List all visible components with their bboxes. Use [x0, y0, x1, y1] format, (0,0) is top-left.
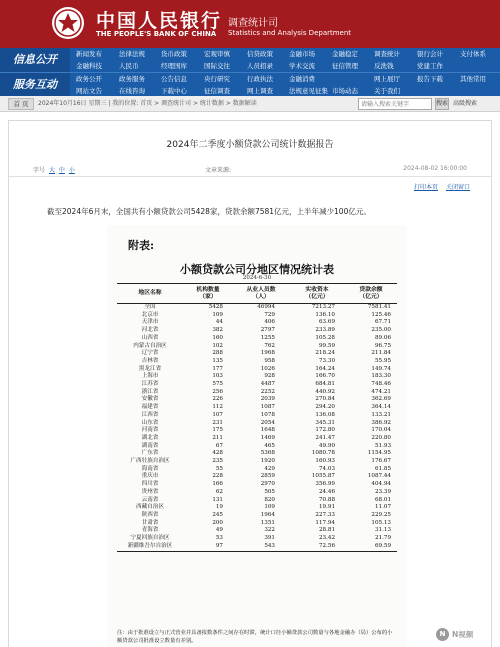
nav-item[interactable]: 经理国库 — [161, 62, 187, 70]
attachment-table-image — [107, 225, 407, 647]
table-cell: 贵州省 — [141, 488, 159, 495]
table-cell: 28.81 — [318, 527, 335, 534]
nav-line — [72, 48, 500, 60]
nav-item[interactable]: 法规意见征集 — [289, 87, 328, 95]
table-cell: 4487 — [260, 381, 275, 388]
table-cell: 70.88 — [318, 496, 335, 503]
table-cell: 云南省 — [141, 496, 159, 503]
table-cell: 广东省 — [141, 450, 159, 457]
table-cell: 7213.27 — [311, 304, 335, 310]
table-cell: 浙江省 — [141, 388, 159, 395]
table-cell: 241.47 — [315, 434, 335, 441]
nav-item[interactable]: 政务公开 — [76, 75, 102, 83]
table-cell: 北京市 — [141, 311, 159, 318]
table-cell: 177 — [212, 365, 223, 372]
table-cell: 136.08 — [315, 411, 335, 418]
table-row — [117, 473, 397, 481]
logo-title-cn[interactable]: 中国人民银行 — [96, 10, 223, 32]
nav-item[interactable]: 法律法规 — [119, 50, 145, 58]
logo-title-en: THE PEOPLE'S BANK OF CHINA — [96, 30, 217, 38]
nav-item[interactable]: 国际交往 — [204, 62, 230, 70]
table-cell: 19 — [215, 504, 223, 511]
table-cell: 135 — [212, 357, 223, 364]
font-size-small-link[interactable]: 小 — [68, 167, 75, 174]
table-row — [117, 319, 397, 327]
table-row — [117, 373, 397, 381]
attachment-label: 附表: — [128, 239, 155, 252]
table-cell: 1469 — [260, 434, 275, 441]
table-footnote: 注：由于批准设立与正式营业并具备报数条件之间存在时滞，统计口径小额贷款公司数量与各地金融办（局）公布的小额贷款公司批准设立数量有差别。 — [117, 630, 393, 644]
table-cell: 229.25 — [371, 511, 391, 518]
table-cell: 63.69 — [318, 319, 335, 326]
nav-item[interactable]: 金融科技 — [76, 62, 102, 70]
table-cell: 61.85 — [374, 465, 391, 472]
table-row — [117, 535, 397, 543]
home-button[interactable]: 首 页 — [8, 98, 34, 110]
table-cell: 107 — [212, 411, 223, 418]
table-cell: 288 — [212, 350, 223, 357]
table-cell: 24.46 — [318, 488, 335, 495]
nav-item[interactable]: 市场动态 — [332, 87, 358, 95]
main-navigation — [0, 48, 500, 96]
table-cell: 1087 — [260, 404, 275, 411]
nav-item[interactable]: 学术交流 — [289, 62, 315, 70]
table-cell: 天津市 — [141, 319, 159, 326]
table-cell: 96.75 — [374, 342, 391, 349]
nav-item[interactable]: 银行会计 — [417, 50, 443, 58]
table-cell: 55.95 — [374, 357, 391, 364]
table-row — [117, 396, 397, 404]
table-cell: 364.14 — [371, 404, 391, 411]
article-summary: 截至2024年6月末，全国共有小额贷款公司5428家，贷款余额7581亿元，上半年减少100亿元。 — [47, 207, 371, 216]
table-row — [117, 335, 397, 343]
site-header — [0, 0, 500, 48]
nav-item[interactable]: 征信管理 — [332, 62, 358, 70]
table-cell: 428 — [212, 450, 223, 457]
table-cell: 105.13 — [371, 519, 391, 526]
table-cell: 99.59 — [318, 342, 335, 349]
table-cell: 23.42 — [318, 535, 335, 542]
table-cell: 53 — [215, 535, 223, 542]
table-cell: 7581.41 — [367, 304, 391, 310]
table-cell: 2859 — [260, 473, 275, 480]
nav-item[interactable]: 人民币 — [119, 62, 139, 70]
table-row — [117, 343, 397, 351]
table-cell: 356.99 — [315, 481, 335, 488]
regional-statistics-table — [117, 283, 397, 552]
table-cell: 404.94 — [371, 481, 391, 488]
table-cell: 河北省 — [141, 327, 159, 334]
table-title: 小额贷款公司分地区情况统计表 — [180, 263, 334, 276]
nav-item[interactable]: 在线咨询 — [119, 87, 145, 95]
font-size-large-link[interactable]: 大 — [48, 167, 55, 174]
table-cell: 345.31 — [315, 419, 335, 426]
article-title: 2024年二季度小额贷款公司统计数据报告 — [166, 140, 334, 150]
table-cell: 1648 — [260, 427, 275, 434]
nav-line — [72, 73, 500, 85]
table-header-cell: 从业人员数 （人） — [233, 284, 289, 304]
table-row — [117, 443, 397, 451]
table-cell: 762 — [264, 342, 275, 349]
table-cell: 1255 — [260, 334, 275, 341]
breadcrumb[interactable]: 2024年10月16日 星期三 | 我的位置: 首页 > 调查统计司 > 统计数据 > 数据解读 — [38, 100, 257, 107]
nav-item[interactable]: 行政执法 — [247, 75, 273, 83]
table-cell: 5368 — [260, 450, 275, 457]
table-cell: 97 — [183, 543, 233, 551]
table-cell: 1964 — [260, 511, 275, 518]
table-cell: 160.93 — [315, 458, 335, 465]
table-cell: 重庆市 — [141, 473, 159, 480]
table-cell: 2054 — [260, 419, 275, 426]
nav-item[interactable]: 政务服务 — [119, 75, 145, 83]
table-cell: 386.92 — [371, 419, 391, 426]
table-body — [117, 304, 397, 552]
table-header-cell: 实收资本 （亿元） — [289, 284, 345, 304]
table-cell: 220.80 — [371, 434, 391, 441]
table-cell: 四川省 — [141, 481, 159, 488]
nav-item[interactable]: 信贷政策 — [247, 50, 273, 58]
table-cell: 684.81 — [315, 381, 335, 388]
table-date: 2024-6-30 — [242, 275, 272, 281]
table-row — [117, 427, 397, 435]
table-cell: 183.30 — [371, 373, 391, 380]
nav-item[interactable]: 金融稳定 — [332, 50, 358, 58]
table-cell: 西藏自治区 — [136, 504, 164, 511]
close-window-link[interactable]: 关闭窗口 — [446, 184, 471, 191]
table-cell: 218.24 — [315, 350, 335, 357]
table-row — [117, 412, 397, 420]
table-row — [117, 435, 397, 443]
table-cell: 江苏省 — [141, 381, 159, 388]
table-cell: 新疆维吾尔自治区 — [117, 543, 183, 551]
table-cell: 89.06 — [374, 334, 391, 341]
table-cell: 131 — [212, 496, 223, 503]
table-cell: 170.04 — [371, 427, 391, 434]
nav-grid-service — [72, 73, 500, 97]
table-row — [117, 404, 397, 412]
article-meta — [9, 165, 491, 177]
table-cell: 256 — [212, 388, 223, 395]
table-cell: 49.90 — [318, 442, 335, 449]
table-row — [117, 327, 397, 335]
table-row — [117, 512, 397, 520]
watermark-logo-icon: N — [436, 628, 449, 641]
table-cell: 820 — [264, 496, 275, 503]
article-panel — [8, 120, 492, 647]
table-cell: 1920 — [260, 458, 275, 465]
article-source: 文章来源: — [205, 167, 232, 174]
table-cell: 1078 — [260, 411, 275, 418]
table-header-cell: 贷款余额 （亿元） — [345, 284, 397, 304]
table-cell: 109 — [264, 504, 275, 511]
table-cell: 2797 — [260, 327, 275, 334]
table-cell: 294.20 — [315, 404, 335, 411]
table-cell: 1055.87 — [311, 473, 335, 480]
table-cell: 湖南省 — [141, 442, 159, 449]
table-row — [117, 358, 397, 366]
table-cell: 176.67 — [371, 458, 391, 465]
table-row — [117, 312, 397, 320]
table-cell: 1154.95 — [367, 450, 391, 457]
table-row — [117, 458, 397, 466]
nav-item[interactable]: 下载中心 — [161, 87, 187, 95]
table-cell: 465 — [264, 442, 275, 449]
nav-item[interactable]: 网上展厅 — [374, 75, 400, 83]
table-cell: 49 — [215, 527, 223, 534]
table-cell: 甘肃省 — [141, 519, 159, 526]
table-cell: 62 — [215, 488, 223, 495]
table-cell: 海南省 — [141, 465, 159, 472]
table-cell: 172.80 — [315, 427, 335, 434]
table-cell: 安徽省 — [141, 396, 159, 403]
table-cell: 362.69 — [371, 396, 391, 403]
table-cell: 山东省 — [141, 419, 159, 426]
font-size-medium-link[interactable]: 中 — [58, 167, 65, 174]
table-cell: 31.13 — [374, 527, 391, 534]
table-cell: 505 — [264, 488, 275, 495]
table-header-row — [117, 284, 397, 304]
nav-item[interactable]: 反洗钱 — [374, 62, 394, 70]
table-row — [117, 420, 397, 428]
table-row — [117, 489, 397, 497]
table-cell: 宁夏回族自治区 — [130, 535, 170, 542]
nav-item[interactable]: 支付体系 — [460, 50, 486, 58]
table-cell: 166 — [212, 481, 223, 488]
table-cell: 1087.44 — [367, 473, 391, 480]
table-cell: 山西省 — [141, 334, 159, 341]
nav-item[interactable]: 报告下载 — [417, 75, 443, 83]
nav-category-info[interactable]: 信息公开 — [0, 48, 70, 72]
table-cell: 67 — [215, 442, 223, 449]
table-cell: 211 — [212, 434, 223, 441]
nav-item[interactable]: 网站文告 — [76, 87, 102, 95]
table-row — [117, 504, 397, 512]
table-cell: 235 — [212, 458, 223, 465]
nav-item[interactable]: 党建工作 — [417, 62, 443, 70]
table-cell: 福建省 — [141, 404, 159, 411]
table-cell: 内蒙古自治区 — [133, 342, 167, 349]
table-row — [117, 520, 397, 528]
nav-row-service — [0, 72, 500, 96]
nav-category-service[interactable]: 服务互动 — [0, 73, 70, 97]
nav-item[interactable]: 公告信息 — [161, 75, 187, 83]
table-cell: 72.56 — [289, 543, 345, 551]
table-cell: 1026 — [260, 365, 275, 372]
table-cell: 河南省 — [141, 427, 159, 434]
nav-item[interactable]: 货币政策 — [161, 50, 187, 58]
nav-item[interactable]: 关于我们 — [374, 87, 400, 95]
department-name-en: Statistics and Analysis Department — [228, 29, 352, 37]
table-cell: 73.30 — [318, 357, 335, 364]
table-cell: 吉林省 — [141, 357, 159, 364]
table-cell: 湖北省 — [141, 434, 159, 441]
table-cell: 46994 — [257, 304, 275, 310]
table-cell: 黑龙江省 — [138, 365, 162, 372]
table-cell: 245 — [212, 511, 223, 518]
table-cell: 1968 — [260, 350, 275, 357]
nav-item[interactable]: 调查统计 — [374, 50, 400, 58]
table-cell: 19.91 — [318, 504, 335, 511]
table-cell: 228 — [212, 473, 223, 480]
table-cell: 149.74 — [371, 365, 391, 372]
table-cell: 5428 — [208, 304, 223, 310]
table-cell: 136.10 — [315, 311, 335, 318]
table-cell: 226 — [212, 396, 223, 403]
table-cell: 748.46 — [371, 381, 391, 388]
table-cell: 474.21 — [371, 388, 391, 395]
table-cell: 全国 — [144, 304, 156, 310]
table-cell: 233.89 — [315, 327, 335, 334]
table-cell: 51.93 — [374, 442, 391, 449]
article-date: 2024-08-02 16:00:00 — [403, 165, 467, 172]
table-cell: 11.07 — [374, 504, 391, 511]
table-row — [117, 481, 397, 489]
breadcrumb-bar — [0, 96, 500, 112]
table-row — [117, 350, 397, 358]
table-row — [117, 304, 397, 312]
table-cell: 164.24 — [315, 365, 335, 372]
table-row — [117, 381, 397, 389]
table-cell: 109 — [212, 311, 223, 318]
table-cell: 166.70 — [315, 373, 335, 380]
table-cell: 117.94 — [315, 519, 335, 526]
table-cell: 133.21 — [371, 411, 391, 418]
table-cell: 382 — [212, 327, 223, 334]
nav-line — [72, 60, 500, 72]
nav-row-info — [0, 48, 500, 72]
table-cell: 广西壮族自治区 — [130, 458, 170, 465]
table-cell: 102 — [212, 342, 223, 349]
print-page-link[interactable]: 打印本页 — [414, 184, 439, 191]
nav-item[interactable]: 金融消费 — [289, 75, 315, 83]
table-cell: 67.71 — [374, 319, 391, 326]
table-cell: 160 — [212, 334, 223, 341]
nav-item[interactable]: 征信调查 — [204, 87, 230, 95]
table-cell: 406 — [264, 319, 275, 326]
table-header-cell: 机构数量 （家） — [183, 284, 233, 304]
table-row — [117, 466, 397, 474]
nav-item[interactable]: 人员招录 — [247, 62, 273, 70]
table-cell: 1080.78 — [311, 450, 335, 457]
table-row — [117, 366, 397, 374]
table-cell: 陕西省 — [141, 511, 159, 518]
table-cell: 175 — [212, 427, 223, 434]
table-row — [117, 389, 397, 397]
table-cell: 231 — [212, 419, 223, 426]
nav-item[interactable]: 其他常用 — [460, 75, 486, 83]
table-cell: 729 — [264, 311, 275, 318]
table-cell: 429 — [264, 465, 275, 472]
table-cell: 200 — [212, 519, 223, 526]
table-cell: 322 — [264, 527, 275, 534]
table-cell: 2039 — [260, 396, 275, 403]
table-cell: 103 — [212, 373, 223, 380]
search-input[interactable] — [358, 98, 432, 110]
nav-item[interactable]: 金融市场 — [289, 50, 315, 58]
table-cell: 211.84 — [371, 350, 391, 357]
department-name-cn: 调查统计司 — [228, 18, 278, 29]
table-cell: 575 — [212, 381, 223, 388]
table-cell: 2970 — [260, 481, 275, 488]
table-cell: 1351 — [260, 519, 275, 526]
watermark — [436, 627, 494, 643]
table-cell: 235.00 — [371, 327, 391, 334]
pboc-emblem-icon[interactable] — [52, 7, 84, 39]
table-cell: 55 — [215, 465, 223, 472]
watermark-text: N视频 — [452, 630, 474, 639]
table-cell: 125.46 — [371, 311, 391, 318]
table-row — [117, 450, 397, 458]
table-cell: 辽宁省 — [141, 350, 159, 357]
table-cell: 青海省 — [141, 527, 159, 534]
table-cell: 74.03 — [318, 465, 335, 472]
table-cell: 上海市 — [141, 373, 159, 380]
table-cell: 543 — [233, 543, 289, 551]
nav-item[interactable]: 网上调查 — [247, 87, 273, 95]
table-cell: 江西省 — [141, 411, 159, 418]
table-cell: 958 — [264, 357, 275, 364]
table-cell: 270.84 — [315, 396, 335, 403]
table-cell: 21.79 — [374, 535, 391, 542]
nav-grid-info — [72, 48, 500, 72]
search-button[interactable]: 搜索 — [435, 98, 449, 110]
font-size-label: 字号 — [33, 167, 46, 174]
table-cell: 105.28 — [315, 334, 335, 341]
advanced-search-link[interactable]: 高级搜索 — [453, 100, 478, 107]
table-cell: 68.01 — [374, 496, 391, 503]
table-header-cell: 地区名称 — [117, 284, 183, 304]
table-cell: 227.33 — [315, 511, 335, 518]
table-cell: 440.92 — [315, 388, 335, 395]
table-cell: 928 — [264, 373, 275, 380]
table-cell: 23.39 — [374, 488, 391, 495]
nav-item[interactable]: 新闻发布 — [76, 50, 102, 58]
table-row — [117, 543, 397, 551]
table-cell: 112 — [212, 404, 223, 411]
table-row — [117, 527, 397, 535]
table-cell: 2252 — [260, 388, 275, 395]
table-cell: 391 — [264, 535, 275, 542]
font-size-selector — [33, 165, 75, 174]
nav-item[interactable]: 宏观审慎 — [204, 50, 230, 58]
table-cell: 69.59 — [345, 543, 397, 551]
table-cell: 44 — [215, 319, 223, 326]
nav-item[interactable]: 央行研究 — [204, 75, 230, 83]
